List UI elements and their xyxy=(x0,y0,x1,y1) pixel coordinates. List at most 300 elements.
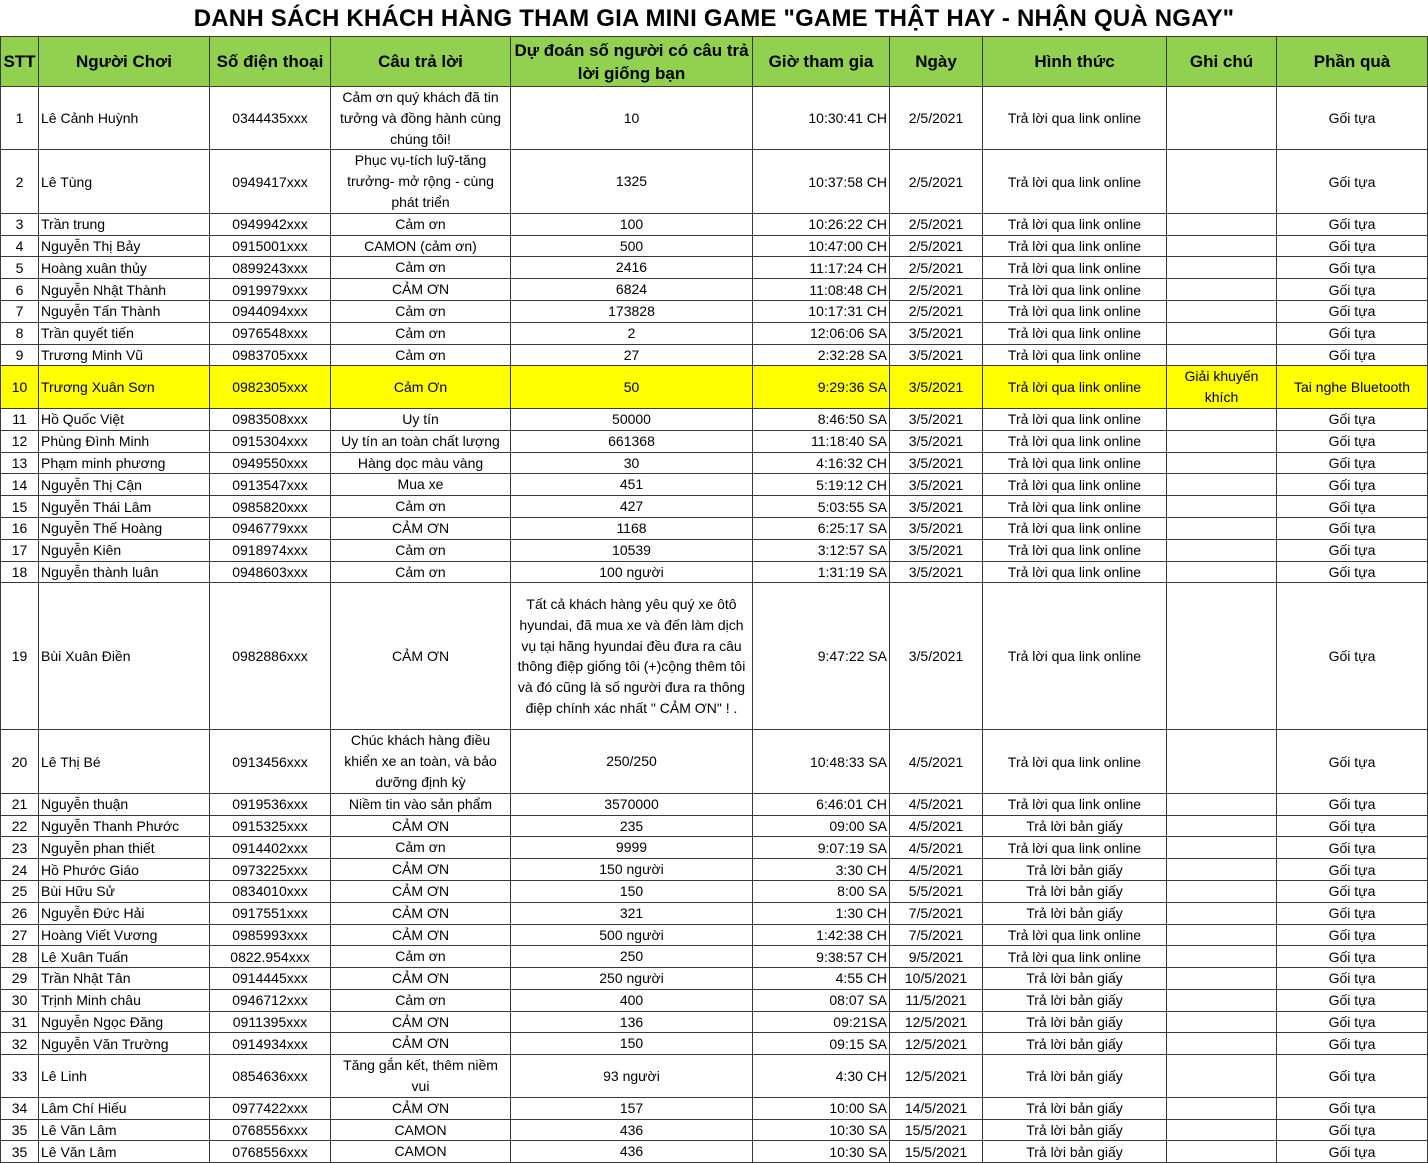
header-row xyxy=(1,37,1428,87)
cell-phone: 0985820xxx xyxy=(210,496,331,518)
cell-date: 12/5/2021 xyxy=(890,1033,983,1055)
cell-phone: 0914934xxx xyxy=(210,1033,331,1055)
cell-gift: Gối tựa xyxy=(1277,257,1428,279)
cell-time: 10:00 SA xyxy=(753,1097,890,1119)
cell-phone: 0973225xxx xyxy=(210,859,331,881)
cell-gift: Gối tựa xyxy=(1277,300,1428,322)
cell-stt: 1 xyxy=(1,87,39,150)
cell-method: Trả lời qua link online xyxy=(983,561,1167,583)
cell-time: 10:47:00 CH xyxy=(753,235,890,257)
cell-gift: Gối tựa xyxy=(1277,213,1428,235)
header-method: Hình thức xyxy=(983,37,1167,87)
cell-answer: CẢM ƠN xyxy=(331,1033,511,1055)
cell-method: Trả lời qua link online xyxy=(983,946,1167,968)
cell-answer: Hàng dọc màu vàng xyxy=(331,452,511,474)
cell-answer: CẢM ƠN xyxy=(331,583,511,730)
cell-answer: Cảm ơn xyxy=(331,322,511,344)
cell-answer: Cảm ơn xyxy=(331,539,511,561)
cell-method: Trả lời qua link online xyxy=(983,837,1167,859)
cell-time: 10:30:41 CH xyxy=(753,87,890,150)
cell-answer: Uy tín an toàn chất lượng xyxy=(331,430,511,452)
cell-note xyxy=(1167,408,1277,430)
header-player: Người Chơi xyxy=(39,37,210,87)
cell-guess: 235 xyxy=(511,815,753,837)
cell-gift: Gối tựa xyxy=(1277,989,1428,1011)
cell-phone: 0949942xxx xyxy=(210,213,331,235)
cell-gift: Gối tựa xyxy=(1277,539,1428,561)
cell-date: 3/5/2021 xyxy=(890,583,983,730)
cell-stt: 26 xyxy=(1,902,39,924)
cell-guess: 100 người xyxy=(511,561,753,583)
cell-phone: 0982886xxx xyxy=(210,583,331,730)
cell-answer: Cảm ơn xyxy=(331,946,511,968)
table-row xyxy=(1,150,1428,213)
cell-guess: 100 xyxy=(511,213,753,235)
table-row xyxy=(1,322,1428,344)
cell-time: 5:03:55 SA xyxy=(753,496,890,518)
cell-time: 11:17:24 CH xyxy=(753,257,890,279)
cell-stt: 33 xyxy=(1,1055,39,1098)
table-row xyxy=(1,517,1428,539)
header-note: Ghi chú xyxy=(1167,37,1277,87)
cell-note xyxy=(1167,989,1277,1011)
cell-gift: Gối tựa xyxy=(1277,968,1428,990)
cell-player: Nguyễn thuận xyxy=(39,793,210,815)
cell-date: 15/5/2021 xyxy=(890,1119,983,1141)
table-row xyxy=(1,452,1428,474)
cell-time: 3:12:57 SA xyxy=(753,539,890,561)
cell-answer: CẢM ƠN xyxy=(331,880,511,902)
table-row xyxy=(1,730,1428,793)
cell-stt: 7 xyxy=(1,300,39,322)
cell-date: 3/5/2021 xyxy=(890,430,983,452)
cell-time: 08:07 SA xyxy=(753,989,890,1011)
cell-answer: Mua xe xyxy=(331,474,511,496)
cell-time: 09:21SA xyxy=(753,1011,890,1033)
cell-guess: 436 xyxy=(511,1119,753,1141)
cell-player: Phạm minh phương xyxy=(39,452,210,474)
cell-player: Bùi Hữu Sử xyxy=(39,880,210,902)
cell-player: Nguyễn Thế Hoàng xyxy=(39,517,210,539)
cell-answer: Cảm ơn xyxy=(331,561,511,583)
cell-date: 9/5/2021 xyxy=(890,946,983,968)
cell-answer: Cảm ơn xyxy=(331,300,511,322)
cell-date: 2/5/2021 xyxy=(890,235,983,257)
cell-note xyxy=(1167,452,1277,474)
cell-time: 10:30 SA xyxy=(753,1119,890,1141)
table-row xyxy=(1,496,1428,518)
cell-method: Trả lời qua link online xyxy=(983,924,1167,946)
cell-guess: 427 xyxy=(511,496,753,518)
cell-gift: Gối tựa xyxy=(1277,924,1428,946)
cell-guess: 2416 xyxy=(511,257,753,279)
table-row xyxy=(1,815,1428,837)
cell-guess: 1325 xyxy=(511,150,753,213)
cell-note xyxy=(1167,213,1277,235)
cell-method: Trả lời bản giấy xyxy=(983,902,1167,924)
cell-answer: Cảm ơn xyxy=(331,257,511,279)
cell-note xyxy=(1167,837,1277,859)
cell-answer: Cảm ơn xyxy=(331,213,511,235)
table-row xyxy=(1,474,1428,496)
cell-gift: Gối tựa xyxy=(1277,880,1428,902)
cell-guess: 500 người xyxy=(511,924,753,946)
cell-player: Trần Nhật Tân xyxy=(39,968,210,990)
cell-method: Trả lời bản giấy xyxy=(983,968,1167,990)
cell-guess: 400 xyxy=(511,989,753,1011)
cell-phone: 0915304xxx xyxy=(210,430,331,452)
cell-date: 3/5/2021 xyxy=(890,366,983,409)
cell-answer: Niềm tin vào sản phẩm xyxy=(331,793,511,815)
cell-player: Lê Tùng xyxy=(39,150,210,213)
table-row xyxy=(1,946,1428,968)
cell-date: 3/5/2021 xyxy=(890,408,983,430)
cell-phone: 0944094xxx xyxy=(210,300,331,322)
cell-phone: 0983508xxx xyxy=(210,408,331,430)
cell-phone: 0982305xxx xyxy=(210,366,331,409)
cell-note xyxy=(1167,257,1277,279)
cell-note xyxy=(1167,924,1277,946)
cell-time: 8:00 SA xyxy=(753,880,890,902)
cell-time: 9:47:22 SA xyxy=(753,583,890,730)
cell-stt: 14 xyxy=(1,474,39,496)
cell-gift: Gối tựa xyxy=(1277,430,1428,452)
cell-gift: Gối tựa xyxy=(1277,344,1428,366)
cell-note xyxy=(1167,1141,1277,1163)
cell-stt: 29 xyxy=(1,968,39,990)
table-row xyxy=(1,859,1428,881)
cell-guess: 1168 xyxy=(511,517,753,539)
cell-time: 12:06:06 SA xyxy=(753,322,890,344)
cell-gift: Gối tựa xyxy=(1277,1141,1428,1163)
cell-guess: 150 xyxy=(511,880,753,902)
cell-answer: CẢM ƠN xyxy=(331,1011,511,1033)
cell-guess: 9999 xyxy=(511,837,753,859)
cell-guess: 661368 xyxy=(511,430,753,452)
cell-date: 5/5/2021 xyxy=(890,880,983,902)
cell-stt: 6 xyxy=(1,279,39,301)
cell-stt: 34 xyxy=(1,1097,39,1119)
cell-guess: 150 người xyxy=(511,859,753,881)
cell-time: 9:07:19 SA xyxy=(753,837,890,859)
cell-note xyxy=(1167,1033,1277,1055)
cell-gift: Gối tựa xyxy=(1277,583,1428,730)
cell-method: Trả lời qua link online xyxy=(983,235,1167,257)
cell-answer: Cảm ơn xyxy=(331,837,511,859)
cell-note xyxy=(1167,235,1277,257)
cell-answer: Cảm ơn xyxy=(331,496,511,518)
cell-time: 9:38:57 CH xyxy=(753,946,890,968)
cell-date: 12/5/2021 xyxy=(890,1011,983,1033)
cell-time: 09:00 SA xyxy=(753,815,890,837)
cell-stt: 8 xyxy=(1,322,39,344)
cell-player: Hoàng Viết Vương xyxy=(39,924,210,946)
cell-guess: 136 xyxy=(511,1011,753,1033)
cell-player: Bùi Xuân Điền xyxy=(39,583,210,730)
cell-stt: 23 xyxy=(1,837,39,859)
cell-player: Nguyễn Kiên xyxy=(39,539,210,561)
cell-answer: Cảm ơn xyxy=(331,989,511,1011)
cell-gift: Gối tựa xyxy=(1277,87,1428,150)
cell-phone: 0915325xxx xyxy=(210,815,331,837)
cell-answer: CẢM ƠN xyxy=(331,279,511,301)
cell-stt: 17 xyxy=(1,539,39,561)
cell-note xyxy=(1167,300,1277,322)
cell-note xyxy=(1167,539,1277,561)
cell-guess: 500 xyxy=(511,235,753,257)
cell-phone: 0768556xxx xyxy=(210,1119,331,1141)
cell-answer: Cảm ơn xyxy=(331,344,511,366)
cell-time: 10:48:33 SA xyxy=(753,730,890,793)
cell-phone: 0918974xxx xyxy=(210,539,331,561)
table-row xyxy=(1,1097,1428,1119)
cell-date: 11/5/2021 xyxy=(890,989,983,1011)
cell-phone: 0919536xxx xyxy=(210,793,331,815)
cell-phone: 0834010xxx xyxy=(210,880,331,902)
cell-note xyxy=(1167,793,1277,815)
cell-date: 4/5/2021 xyxy=(890,859,983,881)
cell-answer: Tăng gắn kết, thêm niềm vui xyxy=(331,1055,511,1098)
cell-stt: 24 xyxy=(1,859,39,881)
cell-method: Trả lời qua link online xyxy=(983,366,1167,409)
cell-date: 3/5/2021 xyxy=(890,322,983,344)
cell-phone: 0946712xxx xyxy=(210,989,331,1011)
cell-player: Lê Văn Lâm xyxy=(39,1141,210,1163)
cell-time: 1:42:38 CH xyxy=(753,924,890,946)
cell-date: 15/5/2021 xyxy=(890,1141,983,1163)
cell-guess: 10 xyxy=(511,87,753,150)
cell-gift: Gối tựa xyxy=(1277,517,1428,539)
cell-method: Trả lời bản giấy xyxy=(983,1011,1167,1033)
cell-time: 6:46:01 CH xyxy=(753,793,890,815)
table-row xyxy=(1,213,1428,235)
cell-stt: 19 xyxy=(1,583,39,730)
cell-date: 3/5/2021 xyxy=(890,474,983,496)
cell-gift: Gối tựa xyxy=(1277,815,1428,837)
cell-gift: Gối tựa xyxy=(1277,730,1428,793)
cell-stt: 15 xyxy=(1,496,39,518)
cell-player: Trịnh Minh châu xyxy=(39,989,210,1011)
cell-guess: 6824 xyxy=(511,279,753,301)
cell-date: 2/5/2021 xyxy=(890,279,983,301)
cell-player: Lê Cảnh Huỳnh xyxy=(39,87,210,150)
cell-gift: Gối tựa xyxy=(1277,235,1428,257)
cell-gift: Gối tựa xyxy=(1277,561,1428,583)
cell-note xyxy=(1167,815,1277,837)
cell-stt: 11 xyxy=(1,408,39,430)
table-row xyxy=(1,989,1428,1011)
cell-gift: Gối tựa xyxy=(1277,279,1428,301)
table-row xyxy=(1,561,1428,583)
cell-date: 12/5/2021 xyxy=(890,1055,983,1098)
cell-player: Nguyễn Thanh Phước xyxy=(39,815,210,837)
cell-method: Trả lời qua link online xyxy=(983,150,1167,213)
cell-gift: Gối tựa xyxy=(1277,1011,1428,1033)
cell-stt: 16 xyxy=(1,517,39,539)
cell-time: 1:31:19 SA xyxy=(753,561,890,583)
cell-gift: Tai nghe Bluetooth xyxy=(1277,366,1428,409)
cell-phone: 0911395xxx xyxy=(210,1011,331,1033)
cell-note xyxy=(1167,880,1277,902)
header-stt: STT xyxy=(1,37,39,87)
cell-answer: Cảm Ơn xyxy=(331,366,511,409)
cell-phone: 0946779xxx xyxy=(210,517,331,539)
cell-phone: 0976548xxx xyxy=(210,322,331,344)
cell-phone: 0977422xxx xyxy=(210,1097,331,1119)
cell-guess: 157 xyxy=(511,1097,753,1119)
table-row xyxy=(1,235,1428,257)
cell-stt: 13 xyxy=(1,452,39,474)
cell-answer: CẢM ƠN xyxy=(331,968,511,990)
table-row xyxy=(1,793,1428,815)
cell-date: 2/5/2021 xyxy=(890,257,983,279)
cell-player: Hồ Phước Giáo xyxy=(39,859,210,881)
cell-guess: 50000 xyxy=(511,408,753,430)
cell-phone: 0822.954xxx xyxy=(210,946,331,968)
cell-date: 4/5/2021 xyxy=(890,837,983,859)
cell-note xyxy=(1167,322,1277,344)
table-row xyxy=(1,924,1428,946)
cell-method: Trả lời qua link online xyxy=(983,430,1167,452)
cell-player: Lê Văn Lâm xyxy=(39,1119,210,1141)
cell-phone: 0344435xxx xyxy=(210,87,331,150)
cell-player: Trần quyết tiến xyxy=(39,322,210,344)
cell-guess: 30 xyxy=(511,452,753,474)
cell-gift: Gối tựa xyxy=(1277,408,1428,430)
cell-player: Lê Linh xyxy=(39,1055,210,1098)
cell-gift: Gối tựa xyxy=(1277,1033,1428,1055)
cell-time: 10:26:22 CH xyxy=(753,213,890,235)
cell-gift: Gối tựa xyxy=(1277,150,1428,213)
cell-method: Trả lời qua link online xyxy=(983,452,1167,474)
cell-note xyxy=(1167,968,1277,990)
table-row xyxy=(1,1119,1428,1141)
cell-gift: Gối tựa xyxy=(1277,946,1428,968)
cell-answer: CAMON xyxy=(331,1141,511,1163)
table-row xyxy=(1,1011,1428,1033)
header-gift: Phần quà xyxy=(1277,37,1428,87)
table-row xyxy=(1,344,1428,366)
cell-guess: Tất cả khách hàng yêu quý xe ôtô hyundai, đã mua xe và đến làm dịch vụ tại hãng hyundai đều đưa ra câu thông điệp giống tôi (+)cộng thêm tôi và đó cũng là số người đưa ra thông điệp chính xác nhất " CẢM ƠN" ! . xyxy=(511,583,753,730)
cell-method: Trả lời bản giấy xyxy=(983,1119,1167,1141)
cell-note xyxy=(1167,279,1277,301)
cell-time: 10:37:58 CH xyxy=(753,150,890,213)
cell-time: 5:19:12 CH xyxy=(753,474,890,496)
cell-method: Trả lời qua link online xyxy=(983,279,1167,301)
cell-answer: CẢM ƠN xyxy=(331,815,511,837)
table-row xyxy=(1,1033,1428,1055)
cell-note xyxy=(1167,1119,1277,1141)
cell-phone: 0768556xxx xyxy=(210,1141,331,1163)
cell-note xyxy=(1167,1011,1277,1033)
cell-gift: Gối tựa xyxy=(1277,1119,1428,1141)
cell-method: Trả lời qua link online xyxy=(983,496,1167,518)
cell-note xyxy=(1167,561,1277,583)
cell-time: 10:17:31 CH xyxy=(753,300,890,322)
cell-date: 2/5/2021 xyxy=(890,150,983,213)
cell-stt: 28 xyxy=(1,946,39,968)
cell-method: Trả lời qua link online xyxy=(983,344,1167,366)
cell-method: Trả lời qua link online xyxy=(983,300,1167,322)
cell-guess: 50 xyxy=(511,366,753,409)
cell-stt: 35 xyxy=(1,1119,39,1141)
cell-phone: 0948603xxx xyxy=(210,561,331,583)
cell-note xyxy=(1167,859,1277,881)
cell-method: Trả lời qua link online xyxy=(983,474,1167,496)
table-row xyxy=(1,902,1428,924)
cell-player: Phùng Đình Minh xyxy=(39,430,210,452)
cell-stt: 4 xyxy=(1,235,39,257)
cell-date: 10/5/2021 xyxy=(890,968,983,990)
cell-method: Trả lời bản giấy xyxy=(983,1033,1167,1055)
table-row xyxy=(1,279,1428,301)
cell-date: 14/5/2021 xyxy=(890,1097,983,1119)
cell-date: 3/5/2021 xyxy=(890,344,983,366)
cell-player: Nguyễn Ngọc Đăng xyxy=(39,1011,210,1033)
cell-stt: 2 xyxy=(1,150,39,213)
cell-note: Giải khuyến khích xyxy=(1167,366,1277,409)
cell-time: 9:29:36 SA xyxy=(753,366,890,409)
header-answer: Câu trả lời xyxy=(331,37,511,87)
cell-method: Trả lời bản giấy xyxy=(983,989,1167,1011)
cell-method: Trả lời bản giấy xyxy=(983,880,1167,902)
cell-player: Nguyễn Văn Trường xyxy=(39,1033,210,1055)
cell-date: 3/5/2021 xyxy=(890,496,983,518)
cell-stt: 3 xyxy=(1,213,39,235)
cell-player: Nguyễn Thị Bảy xyxy=(39,235,210,257)
cell-player: Nguyễn Tấn Thành xyxy=(39,300,210,322)
cell-player: Trương Minh Vũ xyxy=(39,344,210,366)
cell-stt: 10 xyxy=(1,366,39,409)
cell-time: 2:32:28 SA xyxy=(753,344,890,366)
table-row xyxy=(1,1055,1428,1098)
cell-stt: 31 xyxy=(1,1011,39,1033)
cell-phone: 0949417xxx xyxy=(210,150,331,213)
cell-method: Trả lời bản giấy xyxy=(983,1141,1167,1163)
cell-note xyxy=(1167,87,1277,150)
cell-player: Nguyễn Thái Lâm xyxy=(39,496,210,518)
cell-guess: 3570000 xyxy=(511,793,753,815)
cell-phone: 0915001xxx xyxy=(210,235,331,257)
cell-method: Trả lời qua link online xyxy=(983,213,1167,235)
cell-method: Trả lời qua link online xyxy=(983,517,1167,539)
cell-phone: 0919979xxx xyxy=(210,279,331,301)
header-time: Giờ tham gia xyxy=(753,37,890,87)
table-row xyxy=(1,257,1428,279)
cell-gift: Gối tựa xyxy=(1277,496,1428,518)
cell-stt: 18 xyxy=(1,561,39,583)
cell-note xyxy=(1167,583,1277,730)
cell-guess: 2 xyxy=(511,322,753,344)
cell-time: 09:15 SA xyxy=(753,1033,890,1055)
cell-time: 4:55 CH xyxy=(753,968,890,990)
cell-method: Trả lời bản giấy xyxy=(983,1055,1167,1098)
cell-date: 2/5/2021 xyxy=(890,87,983,150)
cell-time: 6:25:17 SA xyxy=(753,517,890,539)
cell-answer: CAMON xyxy=(331,1119,511,1141)
cell-note xyxy=(1167,517,1277,539)
cell-time: 10:30 SA xyxy=(753,1141,890,1163)
cell-method: Trả lời qua link online xyxy=(983,730,1167,793)
cell-player: Lâm Chí Hiếu xyxy=(39,1097,210,1119)
table-row xyxy=(1,539,1428,561)
cell-gift: Gối tựa xyxy=(1277,859,1428,881)
cell-stt: 21 xyxy=(1,793,39,815)
cell-phone: 0949550xxx xyxy=(210,452,331,474)
cell-note xyxy=(1167,496,1277,518)
cell-time: 3:30 CH xyxy=(753,859,890,881)
cell-phone: 0854636xxx xyxy=(210,1055,331,1098)
